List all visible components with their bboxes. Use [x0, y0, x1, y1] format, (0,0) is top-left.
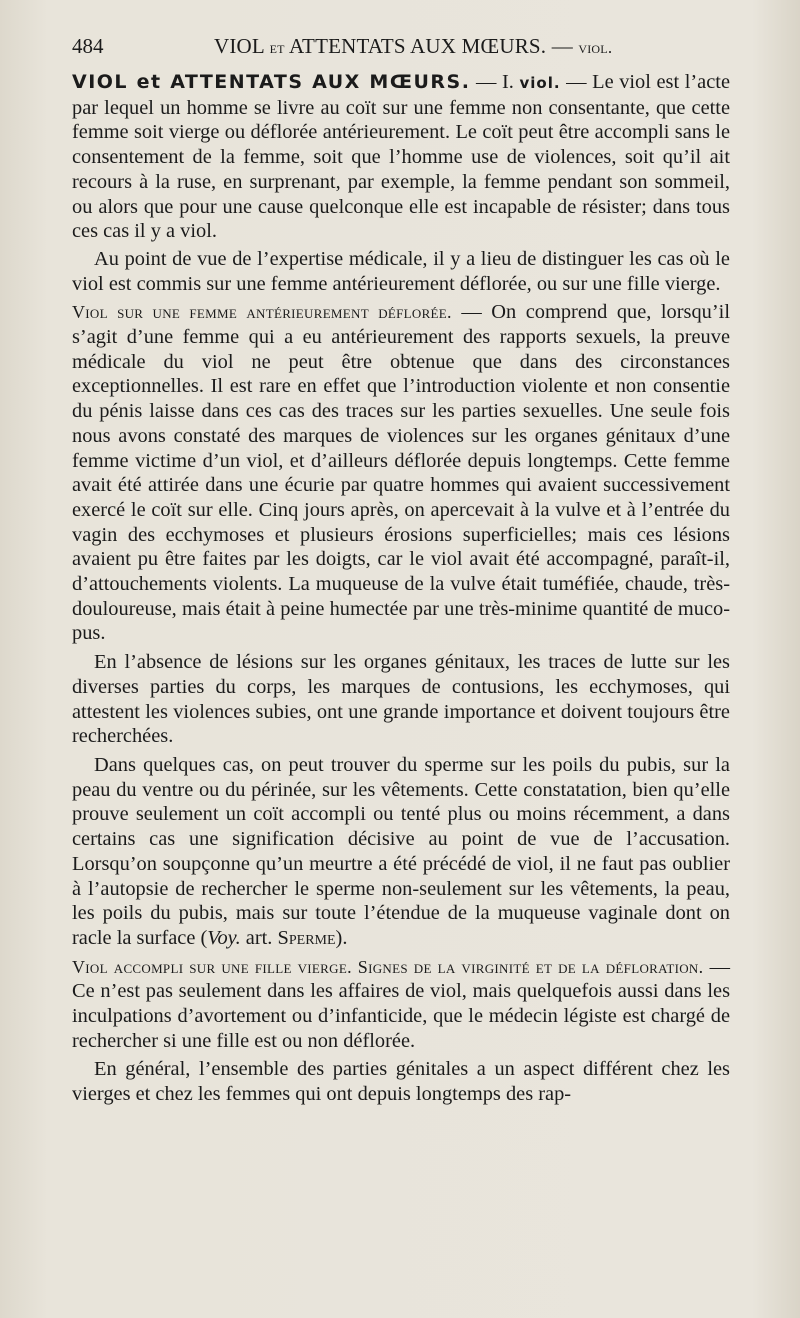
paragraph-sperme-text: Dans quelques cas, on peut trouver du sperme sur les poils du pubis, sur la peau du ventre ou du périnée, sur les vêtements. Cette constatation, bien qu’elle prouve seulement un coït accompli ou tenté plus ou moins récemment, a dans certains cas une signification décisive au point de vue de l’accusation. Lorsqu’on soupçonne qu’un meurtre a été précédé de viol, il ne faut pas oublier à l’autopsie de rechercher le sperme non-seulement sur les vêtements, la peau, les poils du pubis, mais sur toute l’étendue de la muqueuse vaginale dont on racle la surface ( — [72, 753, 730, 949]
paragraph-sperme-end: ). — [335, 926, 348, 949]
page-number: 484 — [72, 34, 104, 58]
paragraph-general: En général, l’ensemble des parties génitales a un aspect différent chez les vierges et chez les femmes qui ont depuis longtemps des rap- — [72, 1058, 730, 1106]
paragraph-vierge-text: — Ce n’est pas seulement dans les affaires de viol, mais quelquefois aussi dans les inculpations d’avortement ou d’infanticide, que le médecin légiste est chargé de rechercher si une fille est ou non déflorée. — [72, 955, 730, 1052]
subsection-heading-defloree: Viol sur une femme antérieurement déflorée. — [72, 302, 452, 323]
running-title-rest: ATTENTATS AUX MŒURS. — — [289, 34, 573, 58]
art-label: art. — [240, 926, 278, 949]
paragraph-vierge — [72, 955, 730, 1054]
sperme-crossref: Sperme — [277, 926, 336, 949]
running-title-short: viol. — [578, 38, 613, 57]
voy-reference: Voy. — [207, 926, 241, 949]
paragraph-definition — [72, 70, 730, 244]
article-heading: VIOL et ATTENTATS AUX MŒURS. — [72, 71, 471, 93]
paragraph-lesions: En l’absence de lésions sur les organes génitaux, les traces de lutte sur les diverses parties du corps, les marques de contusions, les ecchymoses, qui attestent les violences subies, ont une grande importance et doivent toujours être recherchées. — [72, 651, 730, 748]
paragraph-defloree-text: — On comprend que, lorsqu’il s’agit d’une femme qui a eu antérieurement des rapports sexuels, la preuve médicale du viol ne peut être obtenue que dans des circonstances exceptionnelles. Il est rare en effet que l’introduction violente et non consentie du pénis laisse dans ces cas des traces sur les parties sexuelles. Une seule fois nous avons constaté des marques de violences sur les organes génitaux d’une femme victime d’un viol, et d’ailleurs déflorée depuis longtemps. Cette femme avait été attirée dans une écurie par quatre hommes qui avaient successivement exercé le coït sur elle. Cinq jours après, on apercevait à la vulve et à l’entrée du vagin des ecchymoses et plusieurs érosions superficielles; mais ces lésions avaient pu être faites par les doigts, car le viol avait été accompagné, paraît-il, d’attouchements violents. La muqueuse de la vulve était tuméfiée, chaude, très-douloureuse, mais était à peine humectée par une très-minime quantité de muco-pus. — [72, 301, 730, 645]
paragraph-expertise: Au point de vue de l’expertise médicale, il y a lieu de distinguer les cas où le viol est commis sur une femme antérieurement déflorée, ou sur une fille vierge. — [72, 247, 730, 295]
paragraph-definition-text: — Le viol est l’acte par lequel un homme se livre au coït sur une femme non consentante, que cette femme soit vierge ou déflorée antérieurement. Le coït peut être accompli sans le consentement de la femme, soit que l’homme use de violences, soit qu’il ait recours à la ruse, en surprenant, par exemple, la femme pendant son sommeil, ou alors que pour une cause quelconque elle est incapable de résister; dans tous ces cas il y a viol. — [72, 71, 730, 243]
section-title-viol: viol. — [519, 74, 561, 92]
running-title-et: et — [269, 38, 285, 57]
paragraph-sperme — [72, 753, 730, 951]
subsection-heading-vierge: Viol accompli sur une fille vierge. Signes de la virginité et de la défloration. — [72, 956, 704, 977]
running-title-main: VIOL — [214, 34, 265, 58]
running-title — [192, 34, 730, 59]
running-head — [72, 34, 730, 64]
section-number: — I. — [470, 71, 520, 93]
paragraph-defloree — [72, 300, 730, 646]
